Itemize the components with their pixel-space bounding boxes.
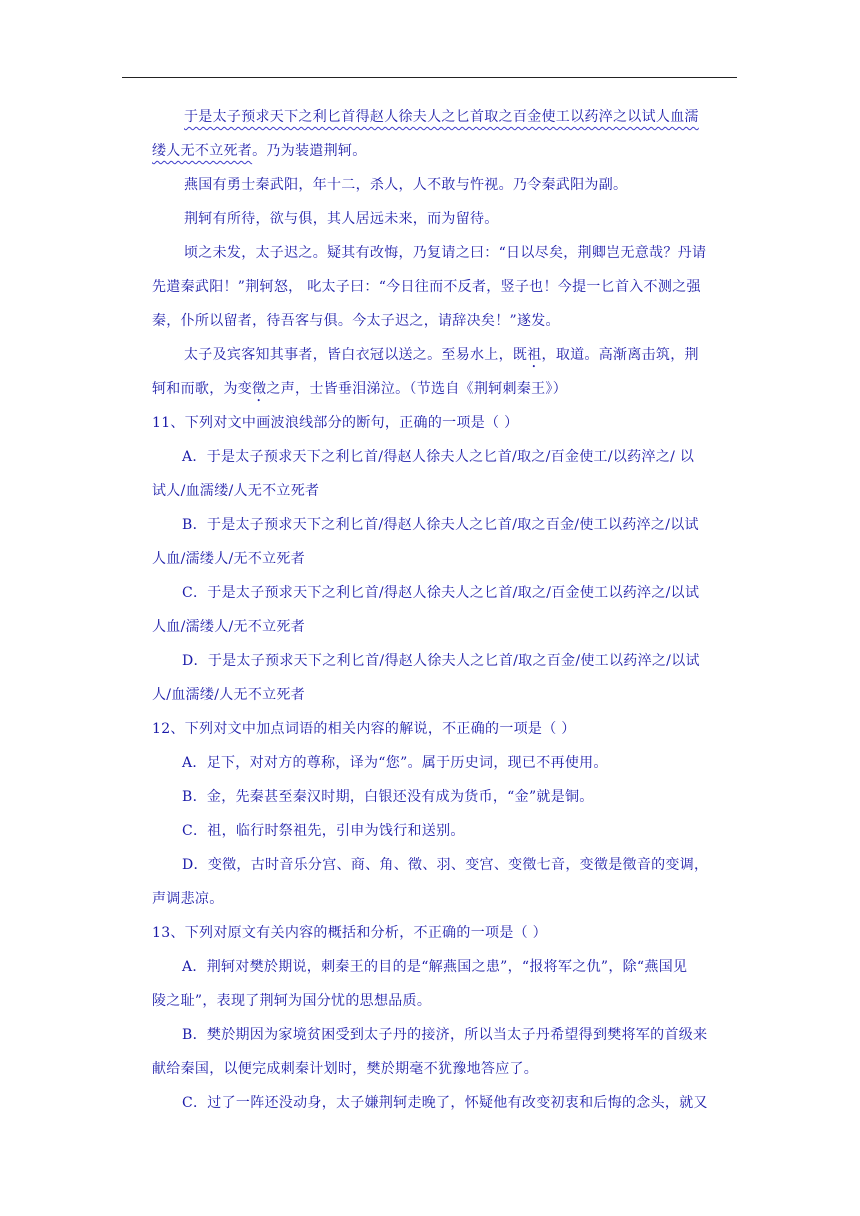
- dotted-word: 徵: [252, 381, 267, 397]
- question-12-option-a: A．足下，对对方的尊称，译为“您”。属于历史词，现已不再使用。: [182, 755, 608, 771]
- header-rule: [122, 77, 737, 78]
- question-11-option-b: B．于是太子预求天下之利匕首/得赵人徐夫人之匕首/取之百金/使工以药淬之/以试: [182, 517, 699, 533]
- wavy-underlined-text: 于是太子预求天下之利匕首得赵人徐夫人之匕首取之百金使工以药淬之以试人血濡: [184, 109, 699, 125]
- question-13-option-b-cont: 献给秦国，以便完成刺秦计划时，樊於期毫不犹豫地答应了。: [152, 1061, 539, 1077]
- passage-paragraph-5: [152, 338, 752, 372]
- passage-paragraph-1-cont: [152, 134, 752, 168]
- question-12-option-c: C．祖，临行时祭祖先，引申为饯行和送别。: [182, 823, 465, 839]
- passage-text: 轲和而歌，为变: [152, 381, 253, 397]
- question-12-stem: 12、下列对文中加点词语的相关内容的解说，不正确的一项是（ ）: [152, 721, 576, 737]
- wavy-underlined-text-cont: 缕人无不立死者: [152, 143, 253, 159]
- question-11-option-c: C．于是太子预求天下之利匕首/得赵人徐夫人之匕首/取之/百金使工以药淬之/以试: [182, 585, 700, 601]
- question-12-option-b: B．金，先秦甚至秦汉时期，白银还没有成为货币，“金”就是铜。: [182, 789, 594, 805]
- passage-text: 之声，士皆垂泪涕泣。（节选自《荆轲刺秦王》）: [266, 381, 568, 397]
- question-11-option-a-cont: 试人/血濡缕/人无不立死者: [152, 483, 320, 499]
- question-13-option-a-cont: 陵之耻”，表现了荆轲为国分忧的思想品质。: [152, 993, 432, 1009]
- question-11-option-c-cont: 人血/濡缕人/无不立死者: [152, 619, 306, 635]
- question-11-stem: 11、下列对文中画波浪线部分的断句，正确的一项是（ ）: [152, 415, 519, 431]
- question-11-option-a: A．于是太子预求天下之利匕首/得赵人徐夫人之匕首/取之/百金使工/以药淬之/ 以: [182, 449, 695, 465]
- passage-paragraph-5-line-2: [152, 372, 752, 406]
- passage-paragraph-2: 燕国有勇士秦武阳，年十二，杀人，人不敢与忤视。乃令秦武阳为副。: [184, 177, 628, 193]
- passage-paragraph-4: 顷之未发，太子迟之。疑其有改悔，乃复请之曰：“日以尽矣，荆卿岂无意哉？丹请: [184, 245, 707, 261]
- question-11-option-d-cont: 人/血濡缕/人无不立死者: [152, 687, 306, 703]
- question-11-option-b-cont: 人血/濡缕人/无不立死者: [152, 551, 306, 567]
- question-12-option-d: D．变徵，古时音乐分宫、商、角、徵、羽、变宫、变徵七音，变徵是徵音的变调，: [182, 857, 709, 873]
- passage-paragraph-4-line-2: 先遣秦武阳！”荆轲怒， 叱太子曰：“今日往而不反者，竖子也！今提一匕首入不测之强: [152, 279, 701, 295]
- dotted-word: 祖: [527, 347, 542, 363]
- passage-paragraph-3: 荆轲有所待，欲与俱，其人居远未来，而为留待。: [184, 211, 499, 227]
- passage-text: 。乃为装遣荆轲。: [252, 143, 367, 159]
- question-13-stem: 13、下列对原文有关内容的概括和分析，不正确的一项是（ ）: [152, 925, 547, 941]
- document-body: [152, 100, 752, 1120]
- passage-text: ，取道。高渐离击筑，荆: [541, 347, 699, 363]
- question-11-option-d: D．于是太子预求天下之利匕首/得赵人徐夫人之匕首/取之百金/使工以药淬之/以试: [182, 653, 700, 669]
- passage-paragraph-1: [152, 100, 752, 134]
- passage-text: 太子及宾客知其事者，皆白衣冠以送之。至易水上，既: [184, 347, 528, 363]
- question-13-option-c: C．过了一阵还没动身，太子嫌荆轲走晚了，怀疑他有改变初衷和后悔的念头，就又: [182, 1095, 708, 1111]
- question-13-option-b: B．樊於期因为家境贫困受到太子丹的接济，所以当太子丹希望得到樊将军的首级来: [182, 1027, 708, 1043]
- passage-paragraph-4-line-3: 秦，仆所以留者，待吾客与俱。今太子迟之，请辞决矣！”遂发。: [152, 313, 560, 329]
- question-13-option-a: A．荆轲对樊於期说，刺秦王的目的是“解燕国之患”，“报将军之仇”，除“燕国见: [182, 959, 688, 975]
- question-12-option-d-cont: 声调悲凉。: [152, 891, 224, 907]
